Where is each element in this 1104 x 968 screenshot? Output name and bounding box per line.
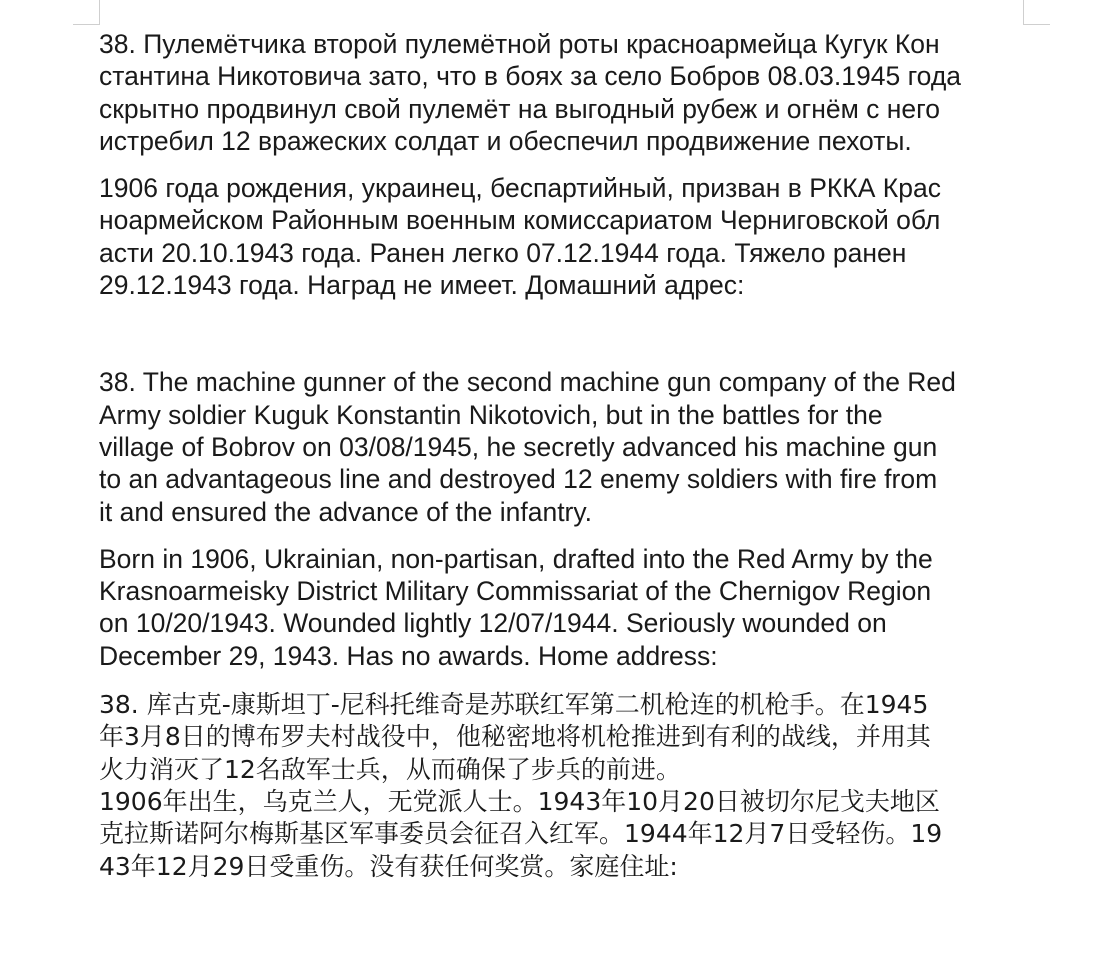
chinese-bio-paragraph [99,786,1024,883]
text-line: Army soldier Kuguk Konstantin Nikotovich, but in the battles for the [99,399,883,430]
text-line: December 29, 1943. Has no awards. Home address: [99,640,718,671]
text-line: it and ensured the advance of the infantry. [99,496,593,527]
text-line: on 10/20/1943. Wounded lightly 12/07/1944. Seriously wounded on [99,608,887,639]
text-line: 38. The machine gunner of the second machine gun company of the Red [99,367,956,398]
chinese-award-paragraph [99,689,1024,786]
text-line: истребил 12 вражеских солдат и обеспечил продвижение пехоты. [99,125,912,156]
text-line: 1906年出生，乌克兰人，无党派人士。1943年10月20日被切尔尼戈夫地区 [99,786,940,816]
text-line: Krasnoarmeisky District Military Commissariat of the Chernigov Region [99,576,932,607]
russian-bio-paragraph [99,172,1024,301]
document-body [99,28,1024,883]
text-line: 38. 库古克-康斯坦丁-尼科托维奇是苏联红军第二机枪连的机枪手。在1945 [99,690,929,720]
text-line: 1906 года рождения, украинец, беспартийный, призван в РККА Крас [99,173,941,204]
crop-mark-top-right [1023,0,1050,25]
text-line: 43年12月29日受重伤。没有获任何奖赏。家庭住址: [99,851,678,881]
text-line: 38. Пулемётчика второй пулемётной роты красноармейца Кугук Кон [99,29,940,59]
text-line: Born in 1906, Ukrainian, non-partisan, drafted into the Red Army by the [99,543,933,574]
text-line: скрытно продвинул свой пулемёт на выгодный рубеж и огнём с него [99,93,940,124]
text-line: ноармейском Районным военным комиссариатом Черниговской обл [99,205,941,236]
english-award-paragraph [99,366,1024,527]
text-line: стантина Никотовича зато, что в боях за село Бобров 08.03.1945 года [99,61,962,92]
text-line: асти 20.10.1943 года. Ранен легко 07.12.1944 года. Тяжело ранен [99,237,907,268]
text-line: 火力消灭了12名敌军士兵，从而确保了步兵的前进。 [99,754,681,784]
russian-award-paragraph [99,28,1024,157]
crop-mark-top-left [73,0,100,25]
english-bio-paragraph [99,543,1024,672]
text-line: 29.12.1943 года. Наград не имеет. Домашний адрес: [99,270,745,301]
text-line: 年3月8日的博布罗夫村战役中，他秘密地将机枪推进到有利的战线，并用其 [99,722,931,752]
text-line: 克拉斯诺阿尔梅斯基区军事委员会征召入红军。1944年12月7日受轻伤。19 [99,819,943,849]
text-line: village of Bobrov on 03/08/1945, he secretly advanced his machine gun [99,431,938,462]
text-line: to an advantageous line and destroyed 12 enemy soldiers with fire from [99,464,938,495]
